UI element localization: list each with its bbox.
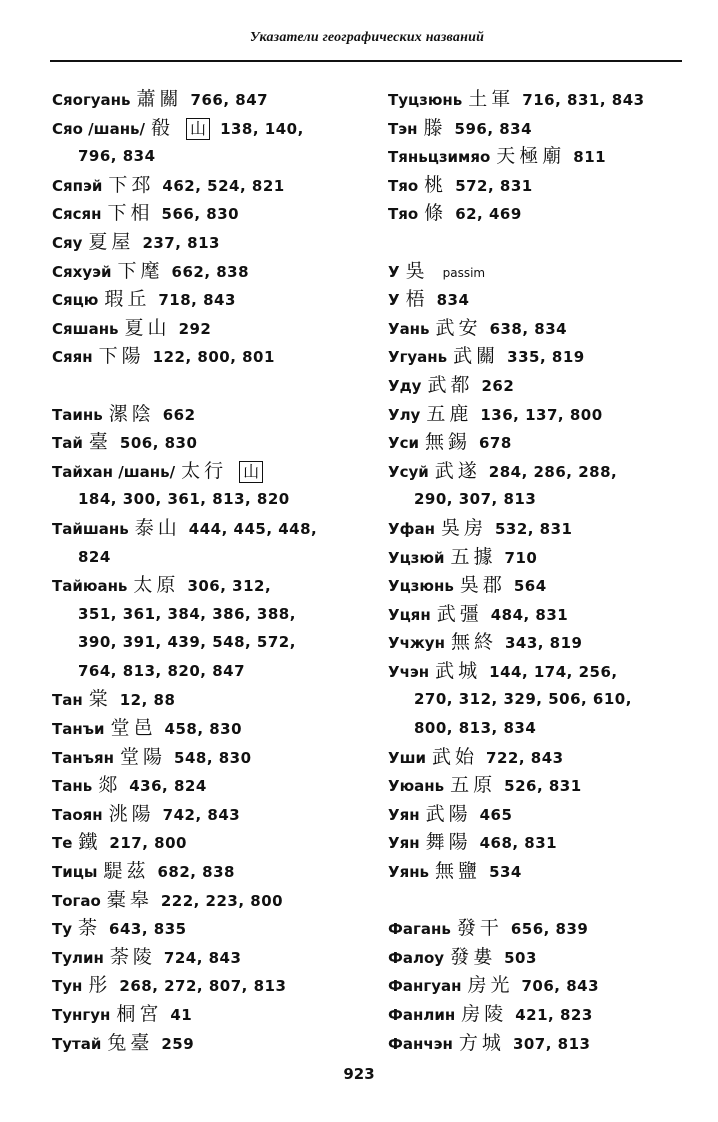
entry-continuation bbox=[52, 657, 370, 686]
entry-name: Туцзюнь bbox=[388, 91, 463, 109]
entry-characters: 橐皋 bbox=[106, 888, 153, 911]
entry-characters: 夏山 bbox=[124, 316, 171, 339]
index-entry bbox=[52, 943, 370, 972]
index-entry bbox=[388, 571, 693, 600]
entry-name: Тяньцзимяо bbox=[388, 148, 491, 167]
entry-pages: 136, 137, 800 bbox=[480, 405, 603, 424]
entry-characters: 無錫 bbox=[424, 431, 471, 454]
index-entry bbox=[52, 743, 370, 772]
entry-name: Угуань bbox=[388, 348, 448, 367]
index-entry bbox=[52, 400, 370, 429]
entry-pages: 217, 800 bbox=[109, 834, 187, 853]
entry-name: Танъян bbox=[52, 748, 114, 767]
entry-pages: 306, 312, bbox=[187, 577, 272, 596]
entry-pages: 764, 813, 820, 847 bbox=[78, 661, 246, 680]
entry-characters: 桃 bbox=[424, 173, 448, 196]
index-entry bbox=[52, 971, 370, 1000]
section-gap bbox=[388, 886, 693, 915]
entry-pages: 638, 834 bbox=[489, 319, 568, 338]
index-entry bbox=[52, 514, 370, 543]
entry-name: Фангуан bbox=[388, 977, 462, 996]
entry-name: Усуй bbox=[388, 462, 429, 481]
entry-characters: 吳郡 bbox=[459, 574, 506, 597]
entry-pages: 122, 800, 801 bbox=[152, 348, 275, 367]
entry-name: Тайшань bbox=[52, 519, 129, 538]
entry-name: Тун bbox=[52, 977, 83, 996]
entry-characters: 發婁 bbox=[450, 945, 497, 968]
entry-characters: 吳房 bbox=[440, 516, 487, 539]
index-entry bbox=[52, 771, 370, 800]
entry-characters: 漯陰 bbox=[108, 402, 155, 425]
entry-pages: 796, 834 bbox=[78, 147, 156, 166]
index-entry bbox=[388, 199, 693, 228]
entry-pages: 643, 835 bbox=[109, 920, 187, 939]
entry-pages: 343, 819 bbox=[504, 634, 583, 653]
entry-pages: 532, 831 bbox=[494, 519, 573, 538]
entry-characters: 滕 bbox=[423, 116, 447, 139]
running-header: Указатели географических названий bbox=[249, 30, 485, 45]
entry-name: Уянь bbox=[388, 863, 430, 882]
index-entry bbox=[388, 857, 693, 886]
entry-characters: 堂邑 bbox=[110, 717, 157, 740]
entry-name: Сяцю bbox=[52, 291, 99, 310]
entry-pages: 800, 813, 834 bbox=[414, 719, 537, 738]
entry-pages: 421, 823 bbox=[515, 1006, 593, 1024]
entry-pages: 526, 831 bbox=[504, 777, 582, 796]
entry-characters: 武陽 bbox=[425, 802, 472, 825]
index-entry bbox=[388, 914, 693, 943]
entry-name: Тайхан /шань/ bbox=[52, 462, 176, 481]
index-entry bbox=[52, 257, 370, 286]
entry-characters: 無鹽 bbox=[435, 860, 482, 883]
entry-name: Те bbox=[52, 834, 73, 853]
entry-name: Фанчэн bbox=[388, 1034, 453, 1053]
index-entry bbox=[52, 228, 370, 257]
index-entry bbox=[52, 914, 370, 943]
entry-name: Тяо bbox=[388, 205, 419, 224]
entry-pages: 268, 272, 807, 813 bbox=[119, 977, 287, 996]
entry-name: Сяпэй bbox=[52, 176, 103, 195]
entry-pages: 262 bbox=[481, 376, 515, 395]
entry-pages: 292 bbox=[178, 319, 212, 338]
entry-name: У bbox=[388, 262, 400, 281]
entry-pages: 742, 843 bbox=[162, 805, 241, 824]
index-entry bbox=[52, 685, 370, 714]
index-entry bbox=[388, 514, 693, 543]
entry-pages: 716, 831, 843 bbox=[522, 91, 645, 109]
entry-pages: 678 bbox=[478, 434, 512, 453]
index-entry bbox=[388, 628, 693, 657]
entry-pages: 656, 839 bbox=[510, 920, 589, 939]
index-entry bbox=[388, 142, 693, 171]
entry-characters: 太原 bbox=[133, 574, 180, 597]
entry-pages: 662 bbox=[162, 405, 196, 424]
entry-characters: 荼陵 bbox=[109, 945, 156, 968]
entry-continuation bbox=[388, 685, 693, 714]
entry-pages: 436, 824 bbox=[129, 777, 207, 796]
index-entry bbox=[52, 85, 370, 114]
index-entry bbox=[52, 199, 370, 228]
entry-pages: 811 bbox=[573, 148, 607, 167]
entry-name: Тяо bbox=[388, 176, 419, 195]
entry-characters: 洮陽 bbox=[108, 802, 155, 825]
index-entry bbox=[52, 714, 370, 743]
index-entry bbox=[388, 943, 693, 972]
index-entry bbox=[388, 771, 693, 800]
entry-pages: 284, 286, 288, bbox=[488, 462, 618, 481]
entry-characters: 武始 bbox=[432, 745, 479, 768]
entry-name: Фагань bbox=[388, 920, 451, 939]
entry-name: Уцзюнь bbox=[388, 577, 454, 596]
index-entry bbox=[52, 114, 370, 143]
entry-continuation bbox=[52, 543, 370, 572]
entry-name: Тан bbox=[52, 691, 83, 710]
entry-pages: 12, 88 bbox=[119, 691, 176, 710]
entry-pages: 465 bbox=[479, 805, 513, 824]
entry-pages: 824 bbox=[78, 547, 111, 566]
entry-pages: 270, 312, 329, 506, 610, bbox=[414, 690, 632, 709]
entry-pages: 572, 831 bbox=[455, 176, 533, 195]
index-entry bbox=[52, 342, 370, 371]
entry-characters: 吳 bbox=[405, 259, 429, 282]
entry-characters: 下陽 bbox=[98, 345, 145, 368]
entry-characters: 武都 bbox=[427, 373, 474, 396]
entry-pages: 237, 813 bbox=[142, 233, 220, 252]
entry-pages: 548, 830 bbox=[174, 748, 252, 767]
entry-name: Таинь bbox=[52, 405, 103, 424]
entry-pages: 138, 140, bbox=[220, 119, 304, 138]
section-gap bbox=[388, 228, 693, 257]
entry-pages: 564 bbox=[513, 577, 547, 596]
entry-characters: 房陵 bbox=[461, 1003, 508, 1025]
entry-characters: 瑕丘 bbox=[104, 288, 151, 311]
index-column-left bbox=[52, 85, 370, 1057]
header-rule bbox=[50, 60, 682, 62]
index-entry bbox=[52, 828, 370, 857]
entry-characters: 下麾 bbox=[117, 259, 164, 282]
entry-characters: 土軍 bbox=[468, 88, 515, 110]
index-entry bbox=[52, 857, 370, 886]
entry-name: Уань bbox=[388, 319, 430, 338]
entry-pages: 662, 838 bbox=[171, 262, 250, 281]
index-entry bbox=[52, 314, 370, 343]
entry-continuation bbox=[52, 628, 370, 657]
entry-pages: 222, 223, 800 bbox=[160, 891, 284, 910]
entry-characters: 殽 bbox=[151, 116, 175, 139]
entry-name: Ту bbox=[52, 920, 73, 939]
entry-characters: 騠茲 bbox=[103, 860, 150, 883]
section-gap bbox=[52, 371, 370, 400]
index-entry bbox=[52, 1029, 370, 1058]
index-entry bbox=[388, 85, 693, 114]
entry-pages: 62, 469 bbox=[455, 205, 522, 224]
entry-name: Сяян bbox=[52, 348, 93, 367]
index-entry bbox=[388, 428, 693, 457]
entry-name: Уян bbox=[388, 834, 420, 853]
index-entry bbox=[388, 971, 693, 1000]
entry-characters: 梧 bbox=[405, 288, 429, 311]
index-entry bbox=[52, 171, 370, 200]
entry-characters: 下邳 bbox=[108, 173, 155, 196]
entry-pages: 506, 830 bbox=[119, 434, 198, 453]
index-entry bbox=[52, 1000, 370, 1029]
entry-name: Учэн bbox=[388, 662, 430, 681]
entry-name: Танъи bbox=[52, 720, 105, 739]
entry-name: Тицы bbox=[52, 863, 98, 882]
entry-pages: 596, 834 bbox=[454, 119, 533, 138]
index-entry bbox=[388, 257, 693, 286]
index-entry bbox=[52, 886, 370, 915]
entry-characters: 下相 bbox=[107, 202, 154, 225]
index-entry bbox=[52, 428, 370, 457]
entry-pages: 503 bbox=[504, 948, 537, 967]
entry-characters: 荼 bbox=[78, 917, 102, 940]
entry-name: Тань bbox=[52, 777, 93, 796]
entry-continuation bbox=[52, 485, 370, 514]
index-entry bbox=[52, 571, 370, 600]
index-entry bbox=[388, 600, 693, 629]
entry-characters: 太行 bbox=[181, 459, 228, 482]
entry-pages: 335, 819 bbox=[507, 348, 585, 367]
index-entry bbox=[388, 342, 693, 371]
entry-characters: 武城 bbox=[435, 659, 482, 682]
entry-pages: 41 bbox=[170, 1006, 193, 1024]
entry-characters: 棠 bbox=[88, 688, 112, 711]
index-entry bbox=[388, 1000, 693, 1029]
entry-name: Уцян bbox=[388, 605, 431, 624]
entry-characters: 武彊 bbox=[436, 602, 483, 625]
entry-name: Уюань bbox=[388, 777, 445, 796]
entry-name: Улу bbox=[388, 405, 421, 424]
entry-name: Тай bbox=[52, 434, 83, 453]
entry-pages: 462, 524, 821 bbox=[162, 176, 285, 195]
entry-pages: 259 bbox=[161, 1034, 195, 1053]
entry-name: Сясян bbox=[52, 205, 102, 224]
entry-name: Тулин bbox=[52, 948, 104, 967]
entry-pages: 682, 838 bbox=[157, 863, 235, 882]
entry-characters: 郯 bbox=[98, 774, 122, 797]
entry-characters: 天極廟 bbox=[496, 145, 566, 168]
index-entry bbox=[52, 800, 370, 829]
index-entry bbox=[388, 657, 693, 686]
entry-pages: 566, 830 bbox=[161, 205, 240, 224]
entry-name: Сяхуэй bbox=[52, 262, 112, 281]
entry-characters: 臺 bbox=[88, 431, 112, 454]
entry-characters: 武關 bbox=[453, 345, 500, 368]
page-number: 923 bbox=[343, 1065, 375, 1083]
entry-name: Уян bbox=[388, 805, 420, 824]
entry-characters: 夏屋 bbox=[88, 230, 135, 253]
entry-pages: 724, 843 bbox=[163, 948, 242, 967]
entry-pages: 444, 445, 448, bbox=[188, 519, 318, 538]
entry-name: Учжун bbox=[388, 634, 445, 653]
mountain-character-box: 山 bbox=[186, 118, 210, 140]
index-entry bbox=[388, 400, 693, 429]
entry-continuation bbox=[52, 600, 370, 629]
index-entry bbox=[388, 171, 693, 200]
entry-note: passim bbox=[442, 265, 486, 280]
entry-characters: 鐵 bbox=[78, 831, 102, 854]
index-entry bbox=[388, 457, 693, 486]
entry-pages: 351, 361, 384, 386, 388, bbox=[78, 604, 296, 623]
index-entry bbox=[388, 543, 693, 572]
index-entry bbox=[388, 800, 693, 829]
entry-pages: 307, 813 bbox=[512, 1034, 591, 1053]
entry-name: Уси bbox=[388, 434, 419, 453]
entry-characters: 舞陽 bbox=[425, 831, 472, 854]
entry-name: У bbox=[388, 291, 400, 310]
entry-characters: 兔臺 bbox=[107, 1031, 154, 1054]
entry-pages: 290, 307, 813 bbox=[414, 490, 537, 509]
entry-pages: 484, 831 bbox=[490, 605, 569, 624]
index-entry bbox=[52, 457, 370, 486]
entry-continuation bbox=[388, 485, 693, 514]
entry-name: Тогао bbox=[52, 891, 101, 910]
entry-characters: 五據 bbox=[450, 545, 497, 568]
entry-name: Таоян bbox=[52, 805, 103, 824]
entry-characters: 五鹿 bbox=[426, 402, 473, 425]
entry-name: Фанлин bbox=[388, 1006, 456, 1024]
entry-characters: 五原 bbox=[450, 774, 497, 797]
entry-name: Сяу bbox=[52, 233, 83, 252]
entry-name: Тэн bbox=[388, 119, 418, 138]
entry-pages: 390, 391, 439, 548, 572, bbox=[78, 633, 296, 652]
index-column-right bbox=[388, 85, 693, 1057]
entry-characters: 發干 bbox=[456, 917, 503, 940]
index-entry bbox=[388, 828, 693, 857]
index-entry bbox=[52, 285, 370, 314]
entry-name: Сяо /шань/ bbox=[52, 119, 146, 138]
entry-characters: 蕭關 bbox=[136, 88, 183, 110]
entry-pages: 834 bbox=[436, 291, 470, 310]
entry-pages: 144, 174, 256, bbox=[489, 662, 618, 681]
entry-characters: 彤 bbox=[88, 974, 112, 997]
entry-pages: 722, 843 bbox=[486, 748, 564, 767]
index-entry bbox=[388, 371, 693, 400]
entry-characters: 桐宮 bbox=[116, 1003, 163, 1025]
entry-pages: 710 bbox=[504, 548, 538, 567]
entry-characters: 泰山 bbox=[134, 516, 181, 539]
index-entry bbox=[388, 285, 693, 314]
entry-characters: 堂陽 bbox=[120, 745, 167, 768]
entry-name: Уфан bbox=[388, 519, 435, 538]
entry-continuation bbox=[388, 714, 693, 743]
entry-name: Тайюань bbox=[52, 577, 128, 596]
entry-pages: 766, 847 bbox=[190, 91, 269, 109]
entry-name: Уцзюй bbox=[388, 548, 445, 567]
entry-name: Сяшань bbox=[52, 319, 119, 338]
entry-characters: 無終 bbox=[450, 631, 497, 654]
index-entry bbox=[388, 314, 693, 343]
index-entry bbox=[388, 114, 693, 143]
entry-name: Уши bbox=[388, 748, 427, 767]
entry-characters: 武安 bbox=[435, 316, 482, 339]
entry-pages: 718, 843 bbox=[158, 291, 236, 310]
entry-pages: 184, 300, 361, 813, 820 bbox=[78, 490, 290, 509]
entry-name: Уду bbox=[388, 376, 422, 395]
entry-name: Тунгун bbox=[52, 1006, 111, 1024]
mountain-character-box: 山 bbox=[239, 461, 263, 483]
entry-characters: 方城 bbox=[458, 1031, 505, 1054]
entry-pages: 468, 831 bbox=[479, 834, 558, 853]
entry-pages: 534 bbox=[489, 863, 522, 882]
index-entry bbox=[388, 1029, 693, 1058]
entry-characters: 武遂 bbox=[434, 459, 481, 482]
entry-characters: 房光 bbox=[467, 974, 514, 997]
entry-continuation bbox=[52, 142, 370, 171]
entry-name: Тутай bbox=[52, 1034, 102, 1053]
entry-name: Фалоу bbox=[388, 948, 445, 967]
entry-pages: 706, 843 bbox=[521, 977, 600, 996]
entry-characters: 條 bbox=[424, 202, 448, 225]
index-entry bbox=[388, 743, 693, 772]
entry-pages: 458, 830 bbox=[164, 720, 243, 739]
entry-name: Сяогуань bbox=[52, 91, 131, 109]
